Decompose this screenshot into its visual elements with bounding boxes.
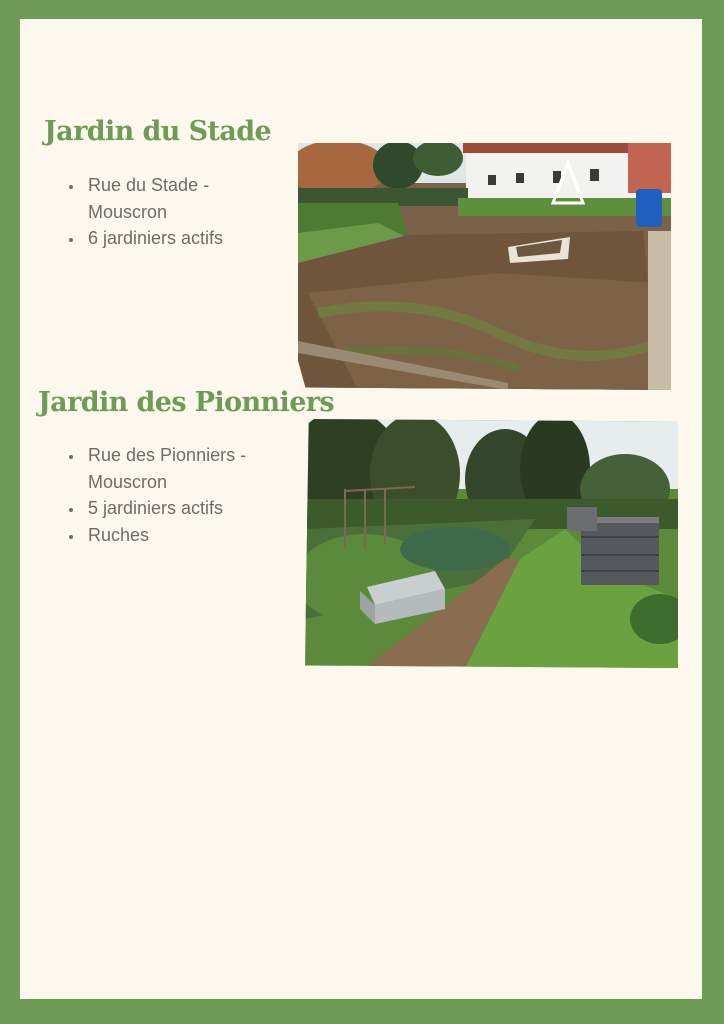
- garden-gardener-count: • 6 jardiniers actifs: [84, 225, 244, 252]
- garden-details-stade: [60, 172, 244, 252]
- garden-stade-photo: [298, 143, 671, 390]
- garden-title-pionniers: Jardin des Pionniers: [38, 387, 335, 418]
- garden-details-pionniers: [60, 442, 274, 548]
- garden-gardener-count: • 5 jardiniers actifs: [84, 495, 274, 522]
- garden-title-stade: Jardin du Stade: [44, 116, 272, 147]
- page-sheet: [20, 19, 702, 999]
- garden-address: • Rue des Pionniers - Mouscron: [84, 442, 274, 495]
- garden-feature: • Ruches: [84, 522, 274, 549]
- garden-pionniers-photo: [305, 419, 678, 668]
- garden-address: • Rue du Stade - Mouscron: [84, 172, 244, 225]
